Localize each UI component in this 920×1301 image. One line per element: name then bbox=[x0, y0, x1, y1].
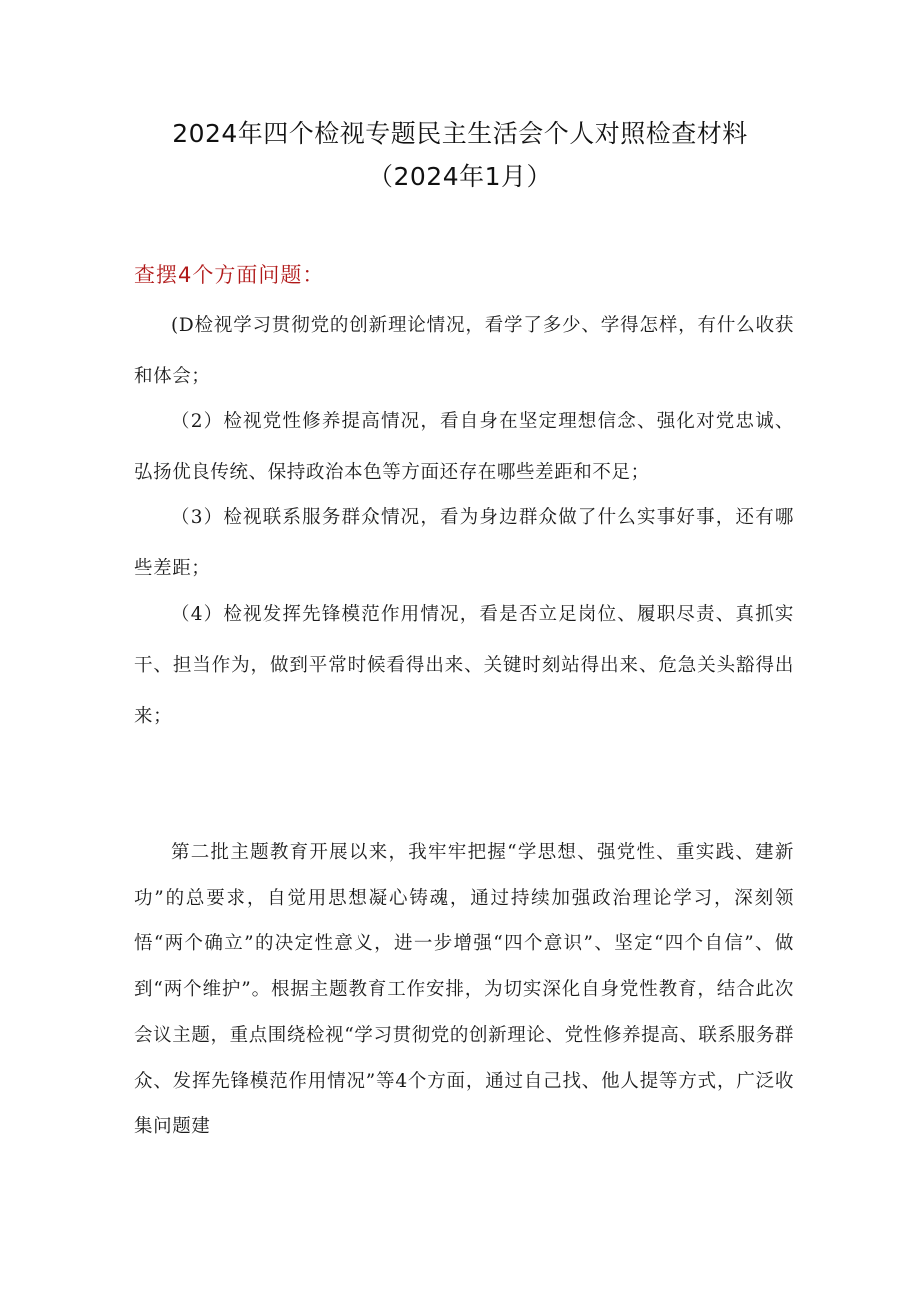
section-heading: 查摆4个方面问题： bbox=[134, 263, 325, 287]
problem-item-3: （3）检视联系服务群众情况，看为身边群众做了什么实事好事，还有哪些差距； bbox=[134, 507, 794, 579]
problem-item-4: （4）检视发挥先锋模范作用情况，看是否立足岗位、履职尽责、真抓实干、担当作为，做到平常时候看得出来、关键时刻站得出来、危急关头豁得出来； bbox=[134, 604, 794, 727]
problem-item-2: （2）检视党性修养提高情况，看自身在坚定理想信念、强化对党忠诚、弘扬优良传统、保持政治本色等方面还存在哪些差距和不足； bbox=[134, 411, 794, 483]
document-title: 2024年四个检视专题民主生活会个人对照检查材料 bbox=[172, 119, 748, 148]
body-paragraph: 第二批主题教育开展以来，我牢牢把握“学思想、强党性、重实践、建新功”的总要求，自觉用思想凝心铸魂，通过持续加强政治理论学习，深刻领悟“两个确立”的决定性意义，进一步增强“四个意识”、坚定“四个自信”、做到“两个维护”。根据主题教育工作安排，为切实深化自身党性教育，结合此次会议主题，重点围绕检视“学习贯彻党的创新理论、党性修养提高、联系服务群众、发挥先锋模范作用情况”等4个方面，通过自己找、他人提等方式，广泛收集问题建 bbox=[134, 842, 794, 1138]
document-date: （2024年1月） bbox=[367, 162, 553, 191]
problem-item-1: (D检视学习贯彻党的创新理论情况，看学了多少、学得怎样，有什么收获和体会； bbox=[134, 315, 794, 387]
